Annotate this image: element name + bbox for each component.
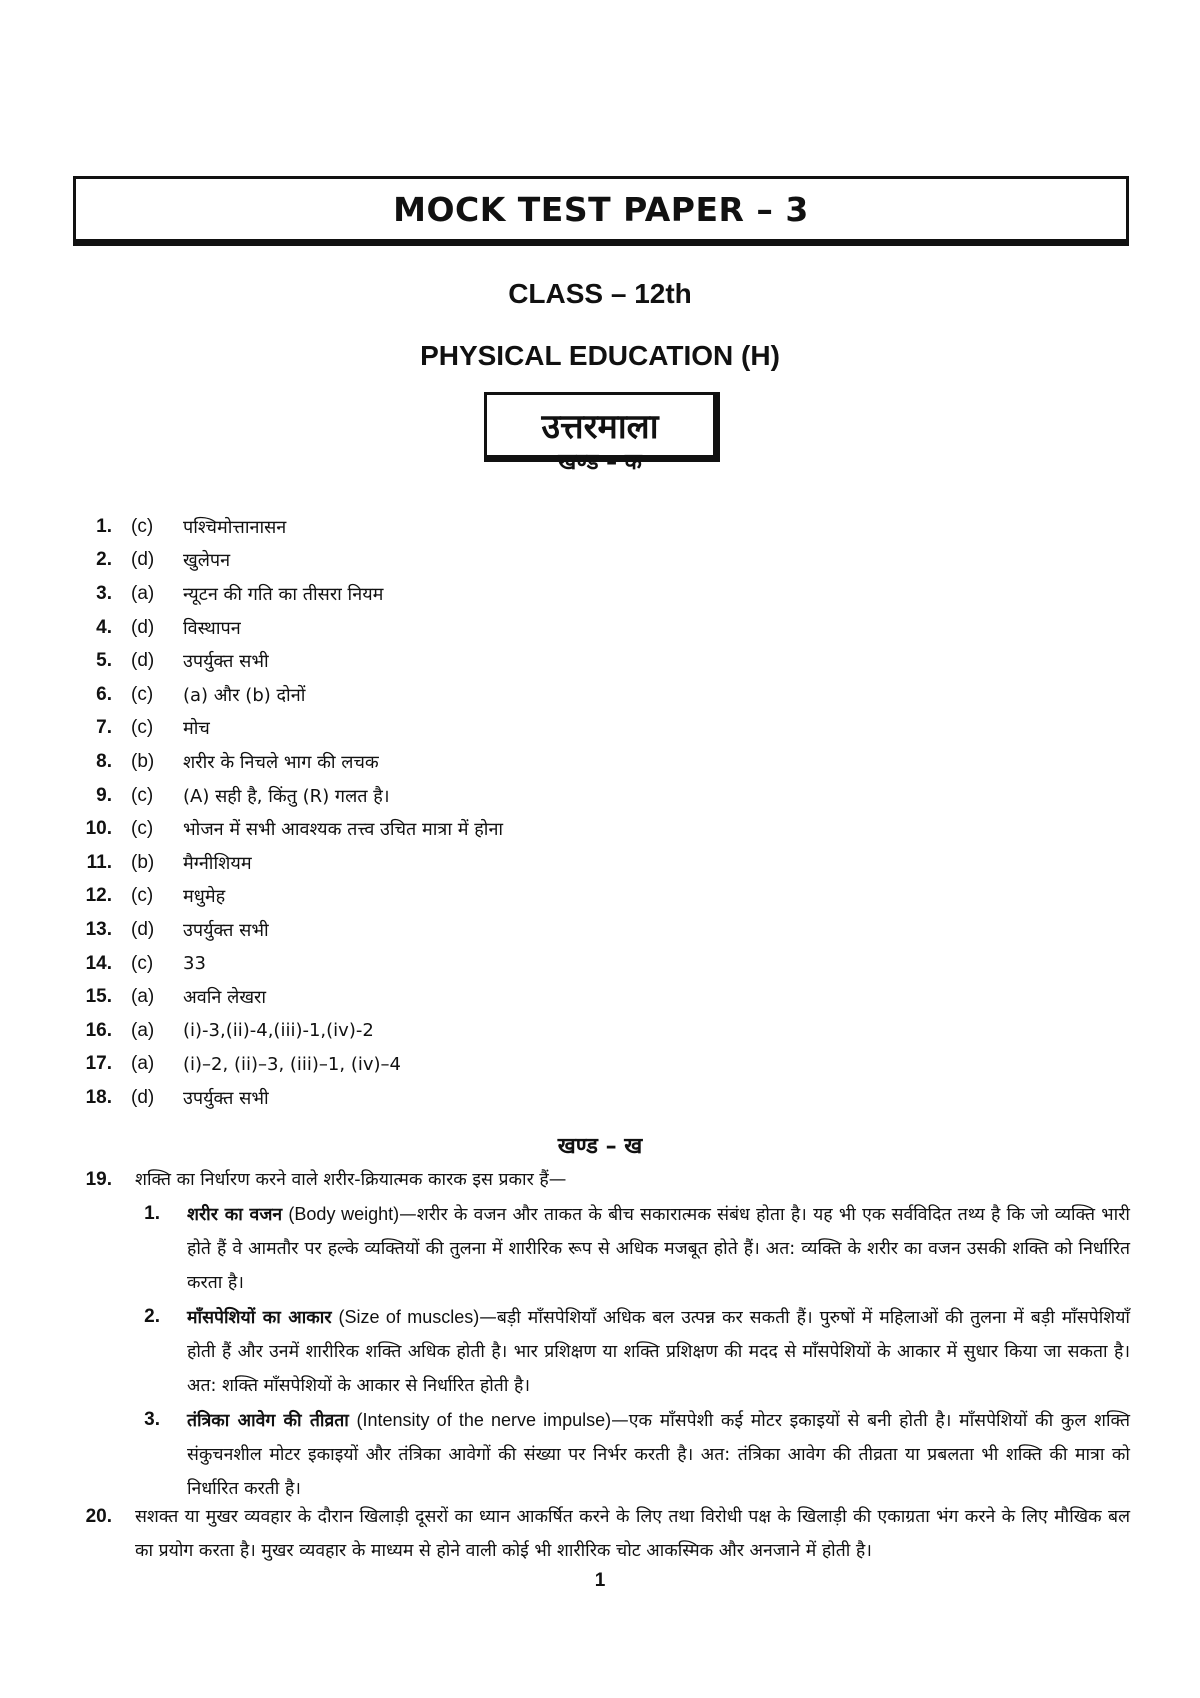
answer-row — [70, 712, 1130, 746]
answer-text: पश्चिमोत्तानासन — [183, 516, 287, 538]
factor-heading: माँसपेशियों का आकार — [187, 1308, 332, 1328]
factor-number: 3. — [144, 1409, 160, 1430]
answer-option: (c) — [131, 784, 154, 806]
answer-row — [70, 947, 1130, 981]
answer-row — [70, 980, 1130, 1014]
answer-row — [70, 1048, 1130, 1082]
factor-number: 2. — [144, 1306, 160, 1327]
section-a-heading: खण्ड – क — [558, 450, 642, 475]
answer-number: 11. — [86, 851, 112, 873]
answer-row — [70, 812, 1130, 846]
factor-list — [70, 1197, 1130, 1506]
answer-text: उपर्युक्त सभी — [183, 1087, 269, 1109]
answer-text: (i)-3,(ii)-4,(iii)-1,(iv)-2 — [183, 1020, 374, 1042]
answer-number: 6. — [96, 683, 112, 705]
answer-number: 5. — [96, 650, 112, 672]
answer-option: (c) — [131, 683, 154, 705]
answer-option: (d) — [131, 616, 155, 638]
answer-option: (c) — [131, 952, 154, 974]
factor-item — [132, 1300, 1130, 1403]
answer-number: 14. — [85, 952, 112, 974]
answer-option: (d) — [131, 650, 155, 672]
answer-row — [70, 1081, 1130, 1115]
answer-number: 17. — [85, 1053, 112, 1075]
answer-text: मधुमेह — [183, 886, 226, 908]
answer-number: 8. — [96, 750, 112, 772]
answer-option: (d) — [131, 549, 155, 571]
factor-english-term: (Body weight) — [288, 1204, 400, 1224]
answer-text: अवनि लेखरा — [183, 987, 267, 1009]
class-label: CLASS – 12th — [508, 278, 692, 309]
answer-row — [70, 644, 1130, 678]
factor-item — [132, 1403, 1130, 1506]
section-b-heading: खण्ड – ख — [557, 1134, 643, 1159]
subject-label: PHYSICAL EDUCATION (H) — [420, 340, 780, 371]
factor-description: —एक माँसपेशी कई मोटर इकाइयों से बनी होती है। माँसपेशियों की कुल शक्ति संकुचनशील मोटर इकाइयों और तंत्रिका आवेगों की संख्या पर निर्भर करती है। अत: तंत्रिका आवेग की तीव्रता या प्रबलता भी शक्ति की मात्रा को निर्धारित करती है। — [187, 1411, 1130, 1499]
factor-heading: तंत्रिका आवेग की तीव्रता — [187, 1411, 349, 1431]
answer-text: 33 — [183, 953, 206, 975]
answer-number: 1. — [96, 515, 112, 537]
answer-text: उपर्युक्त सभी — [183, 651, 269, 673]
answer-row — [70, 544, 1130, 578]
answer-text: (A) सही है, किंतु (R) गलत है। — [183, 785, 390, 807]
answer-row — [70, 880, 1130, 914]
answer-text: खुलेपन — [183, 550, 231, 572]
answer-number: 13. — [85, 918, 112, 940]
answer-number: 3. — [96, 582, 112, 604]
factor-english-term: (Size of muscles) — [338, 1307, 480, 1327]
answer-option: (a) — [131, 986, 155, 1008]
answer-number: 18. — [85, 1086, 112, 1108]
question-20 — [70, 1500, 1130, 1568]
answer-row — [70, 510, 1130, 544]
answer-option: (b) — [131, 750, 155, 772]
factor-description: —बड़ी माँसपेशियाँ अधिक बल उत्पन्न कर सकती हैं। पुरुषों में महिलाओं की तुलना में बड़ी माँसपेशियाँ होती हैं और उनमें शारीरिक शक्ति अधिक होती है। भार प्रशिक्षण या शक्ति प्रशिक्षण की मदद से माँसपेशियों के आकार में सुधार किया जा सकता है। अत: शक्ति माँसपेशियों के आकार से निर्धारित होती है। — [187, 1308, 1130, 1396]
mcq-answer-list — [70, 510, 1130, 1115]
answer-key-label: उत्तरमाला — [541, 407, 659, 447]
answer-text: भोजन में सभी आवश्यक तत्त्व उचित मात्रा में होना — [183, 819, 504, 841]
answer-number: 4. — [96, 616, 112, 638]
answer-text: (a) और (b) दोनों — [183, 684, 306, 706]
answer-text: विस्थापन — [183, 617, 241, 639]
factor-text — [187, 1403, 1130, 1506]
factor-text — [187, 1300, 1130, 1403]
answer-row — [70, 1014, 1130, 1048]
answer-number: 16. — [85, 1019, 112, 1041]
answer-number: 2. — [96, 549, 112, 571]
answer-text: (i)–2, (ii)–3, (iii)–1, (iv)–4 — [183, 1053, 401, 1075]
question-intro: शक्ति का निर्धारण करने वाले शरीर-क्रियात्मक कारक इस प्रकार हैं— — [135, 1170, 567, 1190]
factor-description: —शरीर के वजन और ताकत के बीच सकारात्मक संबंध होता है। यह भी एक सर्वविदित तथ्य है कि जो व्यक्ति भारी होते हैं वे आमतौर पर हल्के व्यक्तियों की तुलना में शारीरिक रूप से अधिक मजबूत होते हैं। अत: व्यक्ति के शरीर का वजन उसकी शक्ति को निर्धारित करता है। — [187, 1205, 1130, 1293]
answer-option: (a) — [131, 1053, 155, 1075]
answer-text: मैग्नीशियम — [183, 852, 252, 874]
answer-option: (d) — [131, 1086, 155, 1108]
answer-text: सशक्त या मुखर व्यवहार के दौरान खिलाड़ी दूसरों का ध्यान आकर्षित करने के लिए तथा विरोधी पक्ष के खिलाड़ी की एकाग्रता भंग करने के लिए मौखिक बल का प्रयोग करता है। मुखर व्यवहार के माध्यम से होने वाली कोई भी शारीरिक चोट आकस्मिक और अनजाने में होती है। — [135, 1507, 1130, 1561]
answer-row — [70, 745, 1130, 779]
question-19 — [70, 1163, 1130, 1506]
answer-option: (a) — [131, 582, 155, 604]
factor-heading: शरीर का वजन — [187, 1205, 283, 1225]
answer-option: (c) — [131, 818, 154, 840]
answer-option: (c) — [131, 885, 154, 907]
answer-text: न्यूटन की गति का तीसरा नियम — [183, 583, 384, 605]
answer-number: 10. — [85, 818, 112, 840]
answer-text: मोच — [183, 718, 210, 740]
answer-row — [70, 577, 1130, 611]
factor-text — [187, 1197, 1130, 1300]
question-number: 20. — [85, 1506, 112, 1527]
answer-option: (b) — [131, 851, 155, 873]
answer-row — [70, 678, 1130, 712]
factor-item — [132, 1197, 1130, 1300]
answer-row — [70, 611, 1130, 645]
answer-option: (d) — [131, 918, 155, 940]
answer-text: उपर्युक्त सभी — [183, 919, 269, 941]
answer-option: (c) — [131, 515, 154, 537]
answer-number: 7. — [96, 717, 112, 739]
factor-number: 1. — [144, 1203, 160, 1224]
answer-option: (c) — [131, 717, 154, 739]
answer-text: शरीर के निचले भाग की लचक — [183, 751, 379, 773]
answer-option: (a) — [131, 1019, 155, 1041]
answer-row — [70, 913, 1130, 947]
answer-number: 9. — [96, 784, 112, 806]
factor-english-term: (Intensity of the nerve impulse) — [356, 1410, 612, 1430]
answer-row — [70, 779, 1130, 813]
page-number: 1 — [594, 1570, 606, 1591]
page-title: MOCK TEST PAPER – 3 — [393, 189, 809, 229]
answer-row — [70, 846, 1130, 880]
question-number: 19. — [85, 1169, 112, 1190]
answer-number: 15. — [85, 986, 112, 1008]
answer-number: 12. — [85, 885, 112, 907]
title-box — [73, 176, 1129, 246]
